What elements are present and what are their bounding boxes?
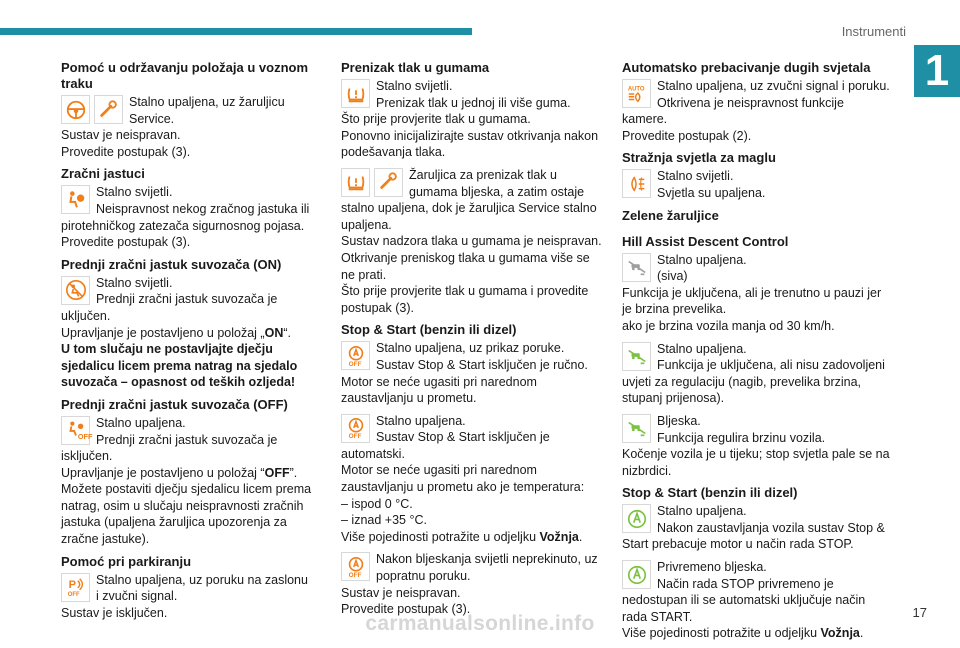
column-1: [61, 60, 313, 627]
bold-term: ON: [264, 325, 284, 340]
entry-notes: [341, 200, 605, 316]
description-line: Stalno upaljena.: [657, 504, 747, 519]
description-line: Stalno upaljena.: [657, 252, 747, 267]
description-line: Sustav Stop & Start isključen je: [376, 430, 550, 445]
entry-heading: Stop & Start (benzin ili dizel): [341, 322, 517, 338]
svg-text:OFF: OFF: [348, 360, 361, 368]
entry-heading: Prednji zračni jastuk suvozača (ON): [61, 256, 282, 272]
entry-description: [622, 341, 890, 374]
description-line: Otkrivena je neispravnost funkcije kamere.: [622, 95, 844, 127]
note-line: automatski.: [341, 446, 405, 461]
stop-start-off-icon: [341, 341, 370, 370]
entry-description: [61, 415, 313, 448]
note-line: U tom slučaju ne postavljajte dječju sjedalicu licem prema natrag na sjedalo suvozača – opasnost od teških ozljeda!: [61, 342, 298, 390]
column-3: [622, 60, 890, 648]
description-line: Stalno upaljena, uz zvučni signal i poruku.: [657, 79, 890, 93]
hill-descent-icon: [622, 342, 651, 371]
rear-fog-light-icon: [622, 169, 651, 198]
entry-notes: [341, 111, 605, 161]
description-line: Način rada STOP privremeno je: [657, 576, 834, 591]
note-line: Kočenje vozila je u tijeku; stop svjetla pale se na nizbrdici.: [622, 447, 890, 478]
watermark: carmanualsonline.info: [365, 612, 595, 635]
warning-light-entry: [622, 150, 890, 201]
description-line: Svjetla su upaljena.: [657, 185, 766, 200]
note-line: Motor se neće ugasiti pri narednom zaustavljanju u prometu.: [341, 374, 537, 406]
warning-light-entry: [61, 257, 313, 391]
entry-description: [622, 252, 890, 285]
note-line: Sustav je neispravan.: [341, 585, 461, 600]
entry-notes: [622, 374, 890, 407]
entry-notes: [61, 218, 313, 251]
note-line: Otkrivanje preniskog tlaka u gumama više se ne prati.: [341, 250, 590, 282]
entry-heading: Automatsko prebacivanje dugih svjetala: [622, 60, 871, 75]
note-line: uvjeti za regulaciju (nagib, prevelika brzina, stupanj prijenosa).: [622, 374, 862, 406]
tyre-pressure-icon: [341, 79, 370, 108]
description-line: Neispravnost nekog zračnog jastuka ili: [96, 201, 310, 216]
description-line: Sustav Stop & Start isključen je ručno.: [376, 357, 588, 372]
description-line: Bljeska.: [657, 413, 701, 428]
note-line: Sustav je isključen.: [61, 605, 168, 620]
description-line: Žaruljica za prenizak tlak u gumama bljeska, a zatim ostaje: [409, 167, 585, 199]
note-line: Motor se neće ugasiti pri narednom zaustavljanju u prometu ako je temperatura:: [341, 463, 585, 495]
wrench-icon: [94, 95, 123, 124]
entry-description: [622, 413, 890, 446]
warning-light-entry: [622, 234, 890, 335]
entry-heading: Pomoć pri parkiranju: [61, 553, 192, 569]
entry-heading: Stražnja svjetla za maglu: [622, 150, 776, 166]
header-accent-bar: [0, 28, 472, 35]
page-number: 17: [912, 605, 927, 620]
warning-light-entry: [622, 60, 890, 144]
bold-term: Vožnja: [820, 626, 860, 641]
stop-start-icon: [622, 560, 651, 589]
note-line: Možete postaviti dječju sjedalicu licem prema natrag, osim u slučaju neispravnosti zračnih jastuka (upaljena žaruljica upozorenja za zračne jastuke).: [61, 482, 312, 547]
stop-start-off-icon: [341, 552, 370, 581]
description-line: Stalno svijetli.: [657, 169, 734, 184]
note-line: Provedite postupak (3).: [341, 602, 471, 617]
warning-light-entry: [341, 322, 605, 406]
note-line: Provedite postupak (3).: [61, 144, 191, 159]
description-line: Stalno upaljena, uz poruku na zaslonu i zvučni signal.: [96, 572, 308, 604]
note-line: Sustav nadzora tlaka u gumama je neispravan.: [341, 234, 602, 249]
entry-description: [622, 559, 890, 592]
entry-notes: [622, 128, 890, 145]
auto-high-beam-icon: [622, 79, 651, 108]
entry-heading: Prednji zračni jastuk suvozača (OFF): [61, 396, 288, 412]
note-line: Provedite postupak (2).: [622, 128, 752, 143]
note-line: pirotehničkog zatezača sigurnosnog pojasa.: [61, 218, 305, 233]
note-line: Provedite postupak (3).: [61, 235, 191, 250]
note-line: – ispod 0 °C.: [341, 496, 413, 511]
description-line: Funkcija je uključena, ali nisu zadovoljeni: [657, 358, 885, 373]
warning-light-entry: [341, 60, 605, 161]
svg-text:OFF: OFF: [348, 572, 361, 580]
description-line: Prednji zračni jastuk suvozača je: [96, 292, 278, 307]
description-line: (siva): [657, 269, 688, 284]
section-title: Instrumenti: [841, 24, 906, 39]
note-line: ako je brzina vozila manja od 30 km/h.: [622, 318, 835, 333]
note-line: Funkcija je uključena, ali je trenutno u pauzi jer je brzina prevelika.: [622, 285, 882, 317]
note-line: Upravljanje je postavljeno u položaj „ON“.: [61, 325, 291, 340]
entry-description: [622, 503, 890, 536]
wrench-icon: [374, 168, 403, 197]
entry-notes: [622, 536, 890, 553]
parking-off-icon: [61, 573, 90, 602]
entry-heading: Prenizak tlak u gumama: [341, 60, 490, 75]
warning-light-entry: [622, 341, 890, 407]
note-line: Upravljanje je postavljeno u položaj “OFF”.: [61, 465, 298, 480]
bold-term: OFF: [264, 465, 290, 480]
entry-notes: [622, 446, 890, 479]
svg-text:AUTO: AUTO: [627, 85, 645, 92]
note-line: Sustav je neispravan.: [61, 128, 181, 143]
stop-start-icon: [622, 504, 651, 533]
warning-light-entry: [341, 551, 605, 617]
description-line: Stalno upaljena, uz prikaz poruke.: [376, 341, 565, 356]
bold-term: Vožnja: [539, 529, 579, 544]
svg-text:OFF: OFF: [77, 432, 92, 442]
entry-notes: [61, 308, 313, 391]
entry-heading: Hill Assist Descent Control: [622, 233, 789, 249]
entry-description: [341, 340, 605, 373]
entry-heading: Zračni jastuci: [61, 166, 145, 182]
passenger-airbag-off-icon: [61, 416, 90, 445]
entry-description: [341, 78, 605, 111]
entry-notes: [622, 285, 890, 335]
entry-description: [341, 551, 605, 584]
description-line: Funkcija regulira brzinu vozila.: [657, 430, 826, 445]
description-line: Stalno svijetli.: [96, 275, 173, 290]
entry-description: [61, 572, 313, 605]
steering-wheel-icon: [61, 95, 90, 124]
hill-descent-icon: [622, 414, 651, 443]
entry-heading: Pomoć u održavanju položaja u voznom traku: [61, 60, 309, 91]
chapter-number-tab: 1: [914, 45, 960, 97]
note-line: Više pojedinosti potražite u odjeljku Vožnja.: [341, 529, 583, 544]
svg-text:P: P: [68, 579, 76, 592]
entry-description: [622, 168, 890, 201]
description-line: Stalno upaljena, uz žaruljicu Service.: [129, 95, 285, 126]
entry-description: [61, 184, 313, 217]
note-line: Start prebacuje motor u način rada STOP.: [622, 537, 854, 552]
passenger-airbag-on-icon: [61, 276, 90, 305]
svg-text:OFF: OFF: [67, 592, 80, 599]
entry-description: [61, 275, 313, 308]
description-line: Stalno upaljena.: [657, 341, 747, 356]
stop-start-off-icon: [341, 414, 370, 443]
note-line: uključen.: [61, 308, 111, 323]
description-line: Stalno svijetli.: [96, 185, 173, 200]
description-line: Nakon bljeskanja svijetli neprekinuto, uz popratnu poruku.: [376, 552, 598, 584]
note-line: nedostupan ili se automatski uključuje način rada START.: [622, 593, 866, 624]
warning-light-entry: [61, 554, 313, 622]
svg-text:OFF: OFF: [348, 433, 361, 441]
description-line: Prednji zračni jastuk suvozača je: [96, 432, 278, 447]
description-line: Stalno upaljena.: [96, 415, 186, 430]
tyre-pressure-icon: [341, 168, 370, 197]
warning-light-entry: [61, 166, 313, 250]
entry-heading: Stop & Start (benzin ili dizel): [622, 485, 798, 501]
note-line: – iznad +35 °C.: [341, 513, 427, 528]
warning-light-entry: [61, 397, 313, 548]
entry-notes: [341, 374, 605, 407]
note-line: Što prije provjerite tlak u gumama i provedite postupak (3).: [341, 284, 589, 315]
warning-light-entry: [61, 60, 313, 160]
warning-light-entry: [341, 167, 605, 316]
entry-description: [622, 78, 890, 128]
note-line: Što prije provjerite tlak u gumama.: [341, 112, 531, 127]
entry-heading: Zelene žaruljice: [622, 207, 719, 223]
warning-light-entry: [622, 485, 890, 553]
description-line: Prenizak tlak u jednoj ili više guma.: [376, 95, 571, 110]
note-line: Ponovno inicijalizirajte sustav otkrivanja nakon podešavanja tlaka.: [341, 128, 599, 160]
entry-notes: [61, 448, 313, 548]
note-line: isključen.: [61, 449, 113, 464]
warning-light-entry: [341, 413, 605, 546]
warning-light-entry: [622, 413, 890, 479]
entry-description: [341, 413, 605, 446]
note-line: stalno upaljena, dok je žaruljica Service stalno upaljena.: [341, 201, 597, 232]
airbag-icon: [61, 185, 90, 214]
note-line: Više pojedinosti potražite u odjeljku Vožnja.: [622, 626, 864, 641]
column-2: [341, 60, 605, 624]
entry-notes: [61, 127, 313, 160]
description-line: Nakon zaustavljanja vozila sustav Stop &: [657, 520, 885, 535]
description-line: Stalno upaljena.: [376, 413, 466, 428]
warning-light-entry: [622, 208, 890, 224]
hill-descent-icon: [622, 253, 651, 282]
description-line: Privremeno bljeska.: [657, 560, 767, 575]
entry-notes: [341, 446, 605, 546]
description-line: Stalno svijetli.: [376, 79, 453, 93]
